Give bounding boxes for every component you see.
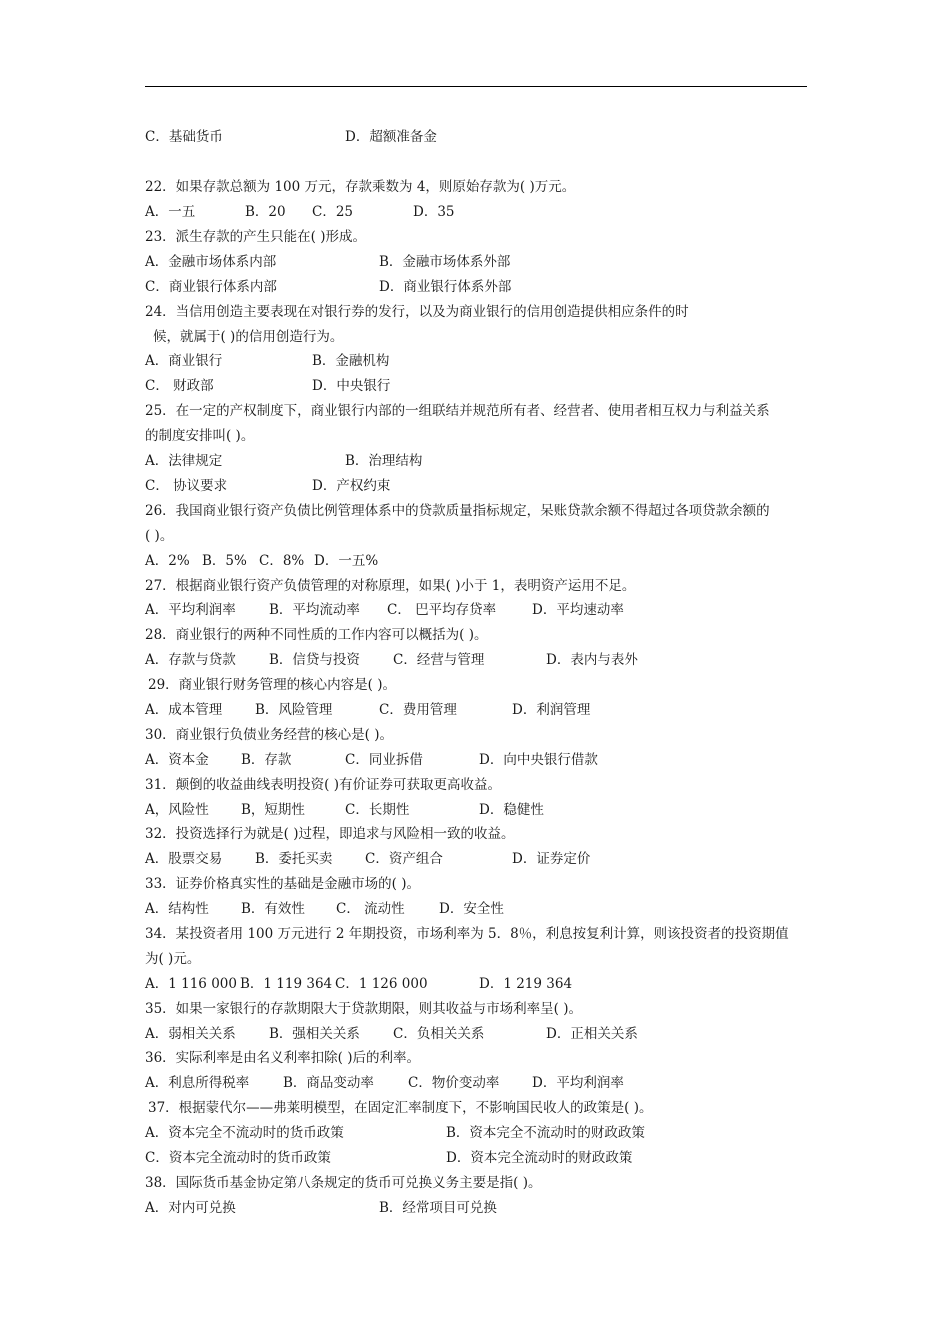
option-c: C．资本完全流动时的货币政策 <box>145 1150 331 1166</box>
option-d: D．稳健性 <box>479 802 544 818</box>
option-a: A，风险性 <box>145 802 209 818</box>
q26-stem-line2: ( )。 <box>145 528 174 544</box>
option-d: D．资本完全流动时的财政政策 <box>446 1150 633 1166</box>
option-b: B，短期性 <box>241 802 305 818</box>
q24-stem-line2: 候，就属于( )的信用创造行为。 <box>153 329 344 345</box>
q26-stem-line1: 26．我国商业银行资产负债比例管理体系中的贷款质量指标规定，呆账贷款余额不得超过各项贷款余额的 <box>145 503 770 519</box>
option-a: A．法律规定 <box>145 453 223 469</box>
option-c: C． 协议要求 <box>145 478 228 494</box>
q25-stem-line2: 的制度安排叫( )。 <box>145 428 255 444</box>
option-d: D．利润管理 <box>512 702 591 718</box>
option-c: C．25 <box>312 204 354 220</box>
option-c: C．资产组合 <box>365 851 443 867</box>
option-c: C．同业拆借 <box>345 752 423 768</box>
option-d: D．正相关关系 <box>546 1026 638 1042</box>
q28-stem: 28．商业银行的两种不同性质的工作内容可以概括为( )。 <box>145 627 488 643</box>
q29-stem: 29．商业银行财务管理的核心内容是( )。 <box>148 677 397 693</box>
option-b: B．1 119 364 <box>240 976 333 992</box>
option-b: B．信贷与投资 <box>269 652 360 668</box>
option-d: D．1 219 364 <box>479 976 573 992</box>
option-c: C．商业银行体系内部 <box>145 279 277 295</box>
q34-stem-line2: 为( )元。 <box>145 951 201 967</box>
option-b: B．资本完全不流动时的财政政策 <box>446 1125 645 1141</box>
option-a: A．弱相关关系 <box>145 1026 236 1042</box>
option-c: C．8% <box>259 553 305 569</box>
option-a: A．资本金 <box>145 752 209 768</box>
option-b: B．金融市场体系外部 <box>379 254 511 270</box>
option-c: C．基础货币 <box>145 129 223 145</box>
option-b: B．强相关关系 <box>269 1026 360 1042</box>
option-b: B．平均流动率 <box>269 602 360 618</box>
header-rule <box>145 86 807 87</box>
q25-stem-line1: 25．在一定的产权制度下，商业银行内部的一组联结并规范所有者、经营者、使用者相互权力与利益关系 <box>145 403 770 419</box>
option-a: A．成本管理 <box>145 702 223 718</box>
option-b: B．有效性 <box>241 901 305 917</box>
option-c: C． 流动性 <box>336 901 405 917</box>
q31-stem: 31．颠倒的收益曲线表明投资( )有价证券可获取更高收益。 <box>145 777 502 793</box>
option-d: D．平均速动率 <box>532 602 624 618</box>
option-a: A．2% <box>145 553 190 569</box>
q22-stem: 22．如果存款总额为 100 万元，存款乘数为 4，则原始存款为( )万元。 <box>145 179 576 195</box>
option-b: B．20 <box>245 204 286 220</box>
option-c: C．物价变动率 <box>408 1075 500 1091</box>
option-b: B．商品变动率 <box>283 1075 374 1091</box>
option-a: A．平均利润率 <box>145 602 236 618</box>
q36-stem: 36．实际利率是由名义利率扣除( )后的利率。 <box>145 1050 421 1066</box>
option-a: A．一五 <box>145 204 196 220</box>
option-d: D．平均利润率 <box>532 1075 624 1091</box>
option-c: C． 巴平均存贷率 <box>387 602 497 618</box>
option-c: C．负相关关系 <box>393 1026 485 1042</box>
option-c: C．经营与管理 <box>393 652 485 668</box>
option-a: A．金融市场体系内部 <box>145 254 277 270</box>
q35-stem: 35．如果一家银行的存款期限大于贷款期限，则其收益与市场利率呈( )。 <box>145 1001 583 1017</box>
option-d: D．表内与表外 <box>546 652 638 668</box>
option-b: B．5% <box>202 553 247 569</box>
option-c: C． 财政部 <box>145 378 214 394</box>
option-a: A．利息所得税率 <box>145 1075 250 1091</box>
option-d: D．35 <box>413 204 455 220</box>
option-a: A．1 116 000 <box>145 976 237 992</box>
option-d: D．证券定价 <box>512 851 591 867</box>
option-d: D．商业银行体系外部 <box>379 279 512 295</box>
q23-stem: 23．派生存款的产生只能在( )形成。 <box>145 229 367 245</box>
option-a: A．存款与贷款 <box>145 652 236 668</box>
option-a: A．结构性 <box>145 901 209 917</box>
q34-stem-line1: 34．某投资者用 100 万元进行 2 年期投资，市场利率为 5．8％，利息按复利计算，则该投资者的投资期值 <box>145 926 789 942</box>
option-b: B．治理结构 <box>345 453 423 469</box>
option-b: B．金融机构 <box>312 353 390 369</box>
q38-stem: 38．国际货币基金协定第八条规定的货币可兑换义务主要是指( )。 <box>145 1175 542 1191</box>
option-c: C．费用管理 <box>379 702 457 718</box>
q30-stem: 30．商业银行负债业务经营的核心是( )。 <box>145 727 394 743</box>
q33-stem: 33．证券价格真实性的基础是金融市场的( )。 <box>145 876 421 892</box>
option-a: A．对内可兑换 <box>145 1200 236 1216</box>
option-b: B．存款 <box>241 752 292 768</box>
option-d: D．超额准备金 <box>345 129 437 145</box>
option-b: B．经常项目可兑换 <box>379 1200 497 1216</box>
q27-stem: 27．根据商业银行资产负债管理的对称原理，如果( )小于 1，表明资产运用不足。 <box>145 578 636 594</box>
option-b: B．委托买卖 <box>255 851 333 867</box>
option-d: D．一五% <box>314 553 379 569</box>
option-c: C．1 126 000 <box>335 976 428 992</box>
option-c: C．长期性 <box>345 802 410 818</box>
option-a: A．股票交易 <box>145 851 223 867</box>
option-a: A．资本完全不流动时的货币政策 <box>145 1125 344 1141</box>
option-d: D．向中央银行借款 <box>479 752 598 768</box>
option-b: B．风险管理 <box>255 702 333 718</box>
q32-stem: 32．投资选择行为就是( )过程，即追求与风险相一致的收益。 <box>145 826 515 842</box>
q24-stem-line1: 24．当信用创造主要表现在对银行券的发行，以及为商业银行的信用创造提供相应条件的时 <box>145 304 689 320</box>
option-d: D．中央银行 <box>312 378 391 394</box>
option-d: D．安全性 <box>439 901 504 917</box>
option-d: D．产权约束 <box>312 478 391 494</box>
option-a: A．商业银行 <box>145 353 223 369</box>
q37-stem: 37．根据蒙代尔——弗莱明模型，在固定汇率制度下，不影响国民收人的政策是( )。 <box>148 1100 653 1116</box>
